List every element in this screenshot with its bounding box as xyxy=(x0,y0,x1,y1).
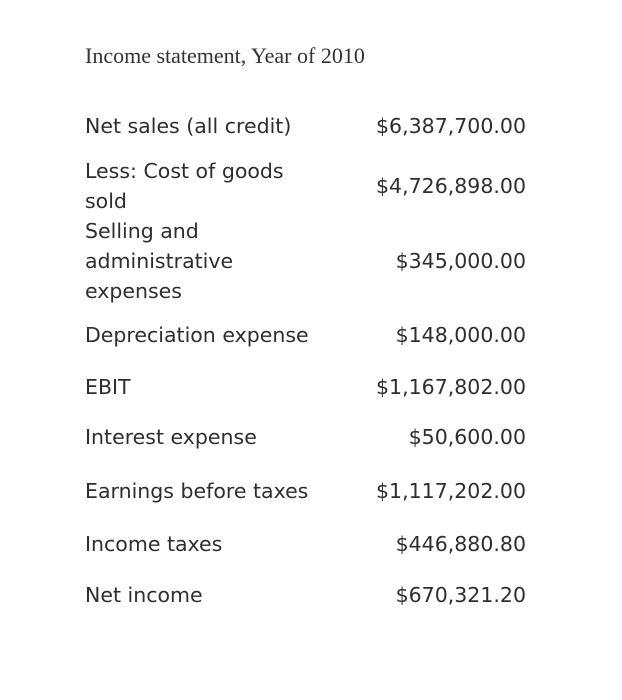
row-label: Net income xyxy=(85,583,203,607)
row-amount: $446,880.80 xyxy=(395,532,526,556)
row-label: Interest expense xyxy=(85,425,257,449)
row-label: EBIT xyxy=(85,375,131,399)
row-label: Income taxes xyxy=(85,532,223,556)
row-cost-of-goods-sold xyxy=(85,156,530,216)
row-ebit xyxy=(85,372,530,402)
row-interest-expense xyxy=(85,422,530,452)
row-label: Less: Cost of goods sold xyxy=(85,159,284,213)
row-amount: $4,726,898.00 xyxy=(376,174,526,198)
row-selling-admin-expenses xyxy=(85,216,530,306)
row-label: Selling and administrative expenses xyxy=(85,219,234,303)
row-net-sales xyxy=(85,111,530,141)
row-label: Depreciation expense xyxy=(85,323,309,347)
row-amount: $1,167,802.00 xyxy=(376,375,526,399)
row-amount: $1,117,202.00 xyxy=(376,479,526,503)
row-amount: $345,000.00 xyxy=(395,249,526,273)
row-income-taxes xyxy=(85,529,530,559)
statement-title: Income statement, Year of 2010 xyxy=(85,43,365,68)
row-amount: $670,321.20 xyxy=(395,583,526,607)
row-net-income xyxy=(85,580,530,610)
row-label: Net sales (all credit) xyxy=(85,114,292,138)
row-amount: $148,000.00 xyxy=(395,323,526,347)
row-amount: $50,600.00 xyxy=(408,425,526,449)
row-label: Earnings before taxes xyxy=(85,479,309,503)
row-earnings-before-taxes xyxy=(85,476,530,506)
row-depreciation-expense xyxy=(85,320,530,350)
row-amount: $6,387,700.00 xyxy=(376,114,526,138)
